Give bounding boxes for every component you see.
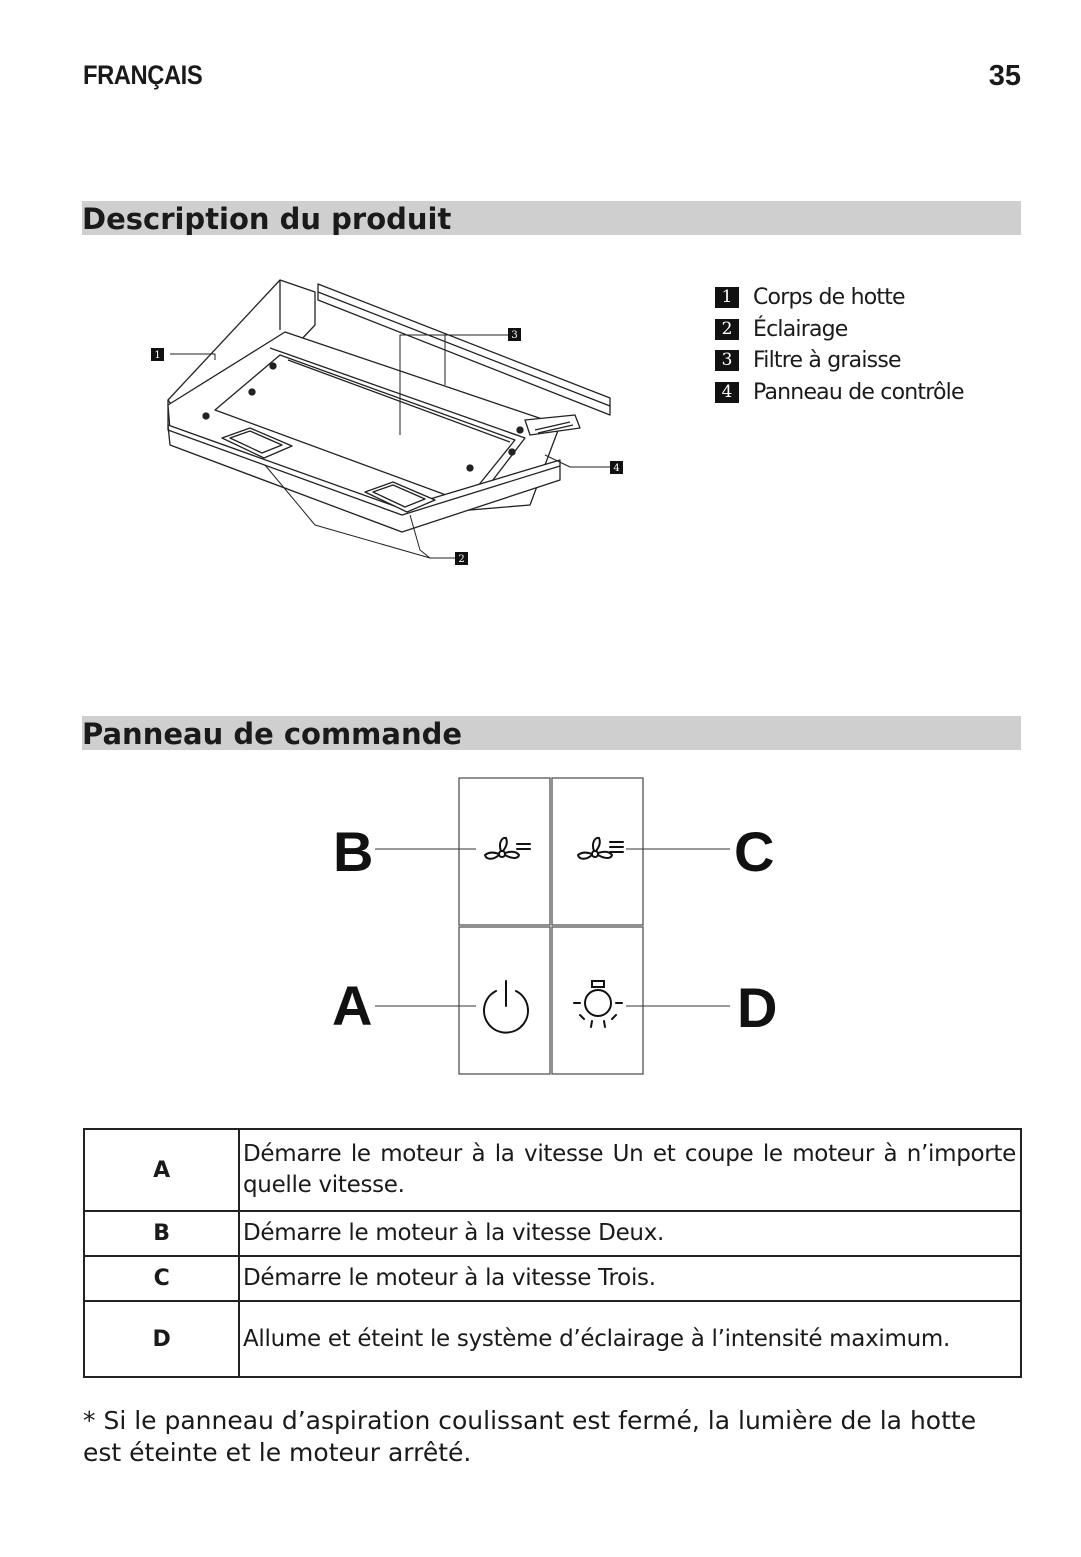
row-description: Démarre le moteur à la vitesse Trois. <box>239 1256 1021 1301</box>
label-a: A <box>332 974 373 1037</box>
callout-2: 2 <box>458 554 465 565</box>
parts-legend <box>715 282 964 408</box>
legend-item <box>715 282 964 314</box>
legend-number: 4 <box>715 382 739 403</box>
label-b: B <box>333 820 374 883</box>
button-a[interactable] <box>459 927 550 1074</box>
language-label: FRANÇAIS <box>83 60 203 90</box>
callout-3: 3 <box>511 330 518 341</box>
page-number: 35 <box>988 60 1021 92</box>
row-key: C <box>84 1256 239 1301</box>
footnote: * Si le panneau d’aspiration coulissant est fermé, la lumière de la hotte est éteinte et le moteur arrêté. <box>83 1406 977 1467</box>
label-c: C <box>734 820 775 883</box>
row-description: Démarre le moteur à la vitesse Deux. <box>239 1211 1021 1256</box>
legend-item <box>715 377 964 409</box>
row-description: Allume et éteint le système d’éclairage à l’intensité maximum. <box>239 1301 1021 1377</box>
legend-number: 3 <box>715 350 739 371</box>
button-d[interactable] <box>552 927 643 1074</box>
section-title: Panneau de commande <box>82 717 463 751</box>
legend-item <box>715 345 964 377</box>
legend-number: 2 <box>715 319 739 340</box>
legend-label: Panneau de contrôle <box>753 379 964 405</box>
table-row <box>84 1301 1021 1377</box>
legend-label: Éclairage <box>753 316 848 342</box>
legend-number: 1 <box>715 287 739 308</box>
callout-4: 4 <box>613 463 620 474</box>
table-row <box>84 1211 1021 1256</box>
row-key: D <box>84 1301 239 1377</box>
callout-1: 1 <box>154 350 161 361</box>
legend-label: Corps de hotte <box>753 285 905 311</box>
row-key: B <box>84 1211 239 1256</box>
functions-table <box>83 1128 1022 1378</box>
section-header-control <box>82 716 1021 750</box>
row-description: Démarre le moteur à la vitesse Un et coupe le moteur à n’importe quelle vitesse. <box>239 1129 1021 1211</box>
section-header-product <box>82 201 1021 235</box>
range-hood-illustration <box>140 270 640 575</box>
label-d: D <box>737 976 778 1039</box>
legend-item <box>715 314 964 346</box>
table-row <box>84 1129 1021 1211</box>
legend-label: Filtre à graisse <box>753 348 901 374</box>
table-row <box>84 1256 1021 1301</box>
row-key: A <box>84 1129 239 1211</box>
control-panel-diagram <box>330 775 790 1080</box>
section-title: Description du produit <box>82 202 452 236</box>
